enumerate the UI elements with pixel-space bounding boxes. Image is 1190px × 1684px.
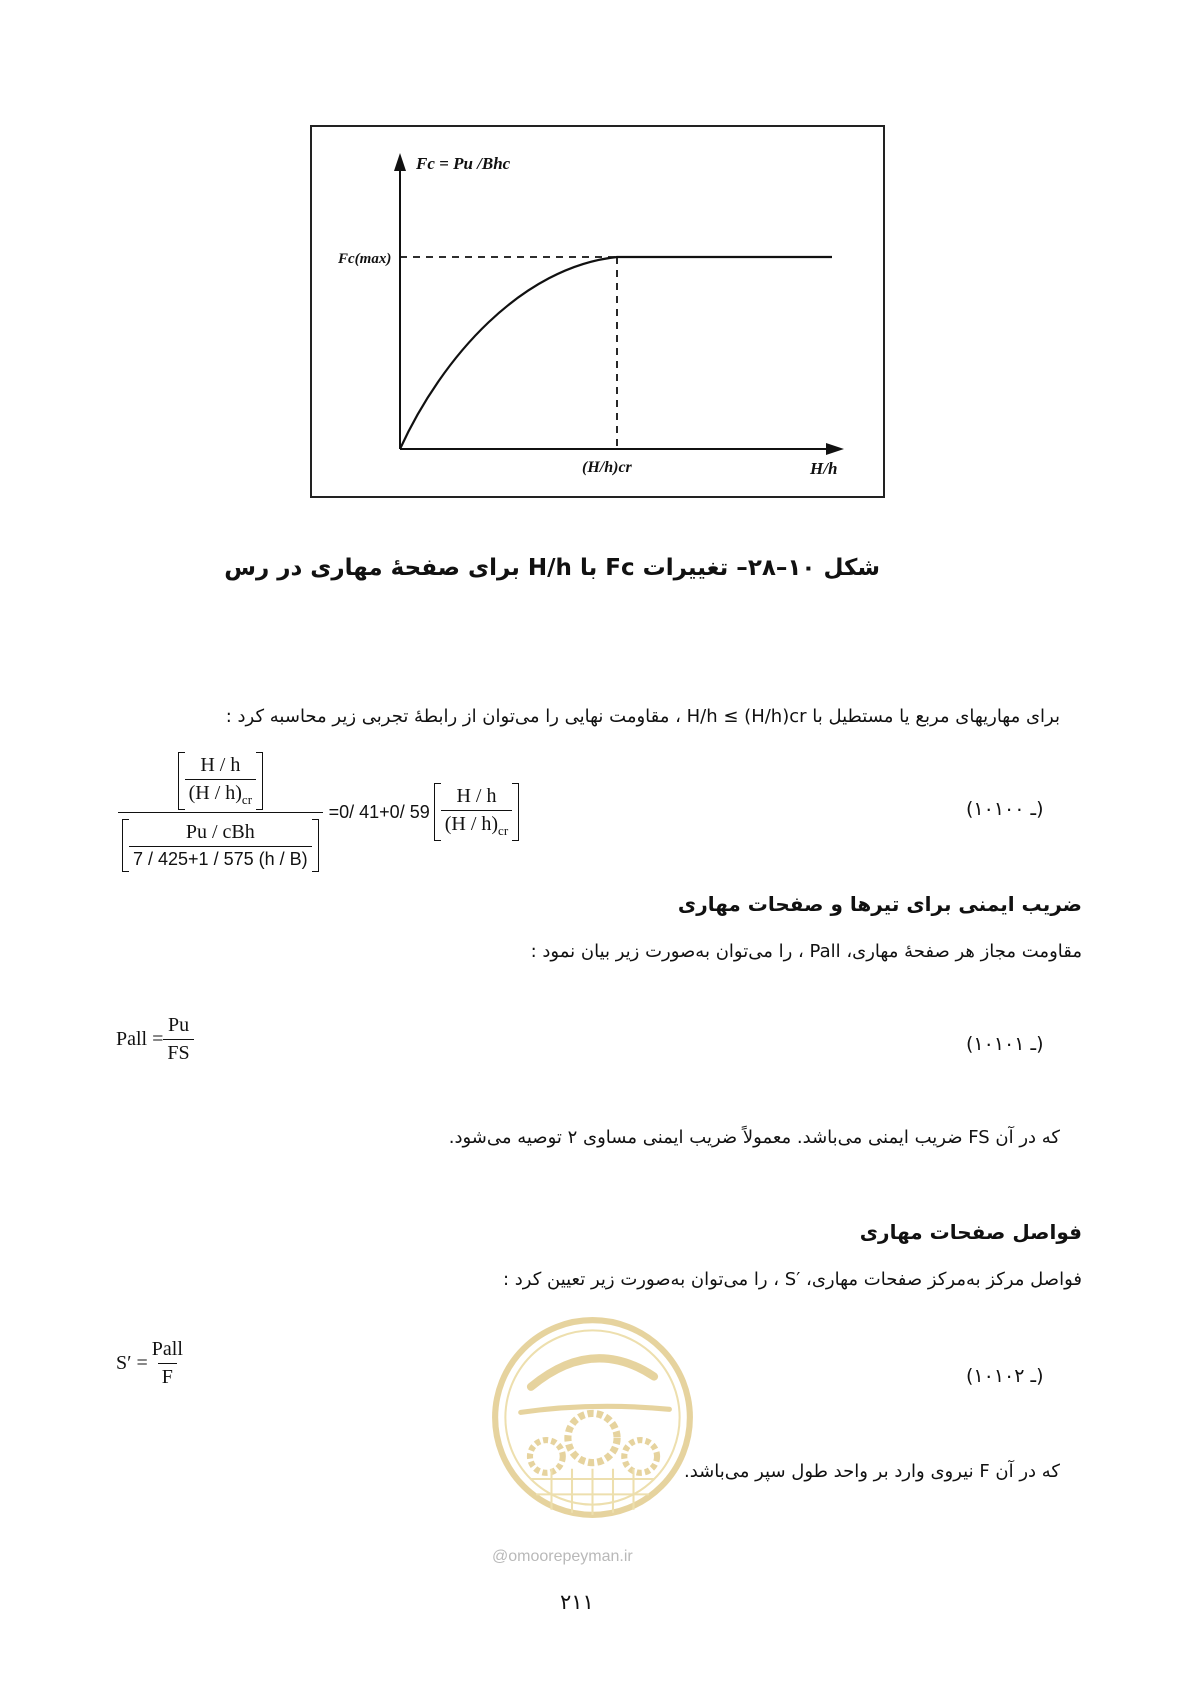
paragraph-intro: برای مهاریهای مربع یا مستطیل با H/h ≤ (H/h)cr ، مقاومت نهایی را می‌توان از رابطهٔ تجربی زیر محاسبه کرد : xyxy=(225,706,1060,727)
eq102-lhs: S′ = xyxy=(116,1352,148,1374)
page-number: ۲۱۱ xyxy=(560,1590,594,1614)
paragraph-force: که در آن F نیروی وارد بر واحد طول سپر می‌باشد. xyxy=(683,1461,1060,1482)
equation-101-number: (۱۰ـ ۱۰۱) xyxy=(966,1033,1044,1055)
eq100-num-top: H / h xyxy=(200,754,241,776)
eq100-den-top: Pu / cBh xyxy=(185,821,255,843)
y-axis-label: Fc = Pu /Bhc xyxy=(416,154,511,173)
eq102-den: F xyxy=(158,1363,177,1389)
paragraph-allowable: مقاومت مجاز هر صفحهٔ مهاری، Pall ، را می‌توان به‌صورت زیر بیان نمود : xyxy=(530,941,1082,962)
equation-102 xyxy=(116,1338,187,1389)
figure-caption: شکل ۱۰–۲۸– تغییرات Fc با H/h برای صفحهٔ مهاری در رس xyxy=(224,555,880,581)
eq101-den: FS xyxy=(163,1039,193,1065)
equation-100-number: (۱۰ـ ۱۰۰) xyxy=(966,798,1044,820)
eq100-num-bracket xyxy=(178,752,263,810)
paragraph-fs: که در آن FS ضریب ایمنی می‌باشد. معمولاً ضریب ایمنی مساوی ۲ توصیه می‌شود. xyxy=(448,1127,1060,1148)
heading-spacing: فواصل صفحات مهاری xyxy=(859,1220,1082,1244)
equation-101 xyxy=(116,1014,194,1065)
eq101-num: Pu xyxy=(167,1014,190,1036)
eq100-cr-1: cr xyxy=(241,792,253,807)
eq100-den-bracket xyxy=(122,819,319,872)
eq101-lhs: Pall = xyxy=(116,1028,164,1050)
eq100-rhs-top: H / h xyxy=(456,785,497,807)
equation-102-number: (۱۰ـ ۱۰۲) xyxy=(966,1365,1044,1387)
eq100-main-fraction xyxy=(118,752,323,872)
eq100-rhs-prefix: =0/ 41+0/ 59 xyxy=(328,801,430,822)
eq102-num: Pall xyxy=(151,1338,183,1360)
fc-curve xyxy=(400,257,832,449)
eq100-rhs-bot: (H / h) xyxy=(444,813,499,835)
watermark-logo xyxy=(490,1315,695,1520)
eq100-den-bot: 7 / 425+1 / 575 (h / B) xyxy=(129,846,312,870)
fc-max-label: Fc(max) xyxy=(338,251,392,267)
heading-safety-factor: ضریب ایمنی برای تیرها و صفحات مهاری xyxy=(677,892,1082,916)
x-axis-arrow xyxy=(826,443,844,455)
figure-frame xyxy=(310,125,885,498)
y-axis-arrow xyxy=(394,153,406,171)
eq100-num-bot: (H / h) xyxy=(188,782,242,804)
paragraph-spacing: فواصل مرکز به‌مرکز صفحات مهاری، ′S ، را می‌توان به‌صورت زیر تعیین کرد : xyxy=(502,1269,1082,1290)
critical-ratio-label: (H/h)cr xyxy=(582,459,632,476)
eq100-rhs-bracket xyxy=(434,783,519,841)
x-axis-label: H/h xyxy=(810,459,838,478)
eq100-cr-2: cr xyxy=(498,823,509,838)
figure-graph xyxy=(312,127,883,496)
equation-100 xyxy=(118,752,519,872)
watermark-text: @omoorepeyman.ir xyxy=(492,1548,633,1565)
